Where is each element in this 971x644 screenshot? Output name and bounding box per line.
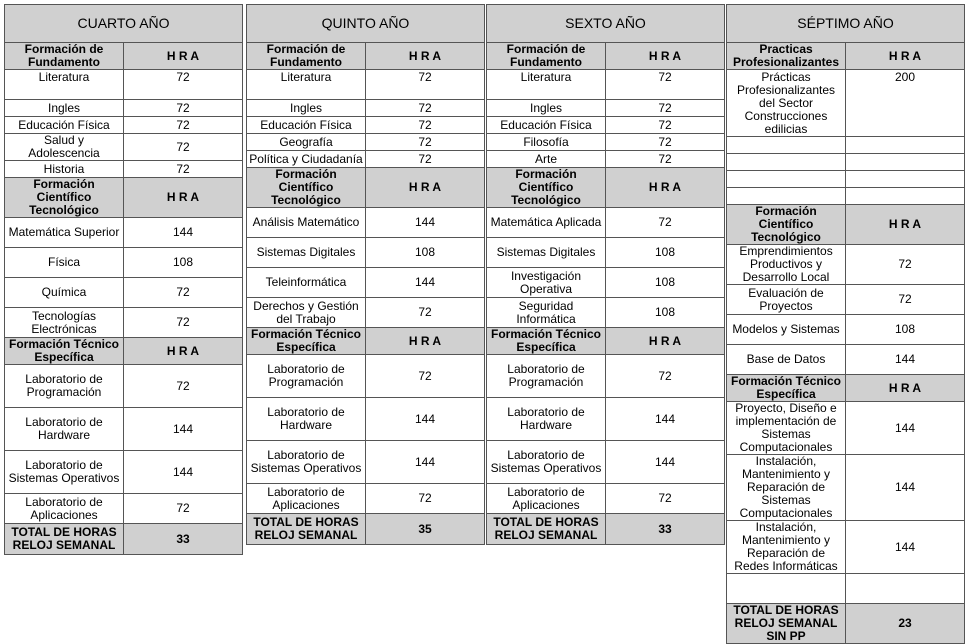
subject-hours: 72 <box>124 308 243 338</box>
subject-hours: 72 <box>606 134 725 151</box>
subject-name: Ingles <box>487 100 606 117</box>
table-row <box>727 171 965 188</box>
section-title: Formación de Fundamento <box>5 43 124 70</box>
table-row <box>247 441 485 484</box>
table-row <box>5 100 243 117</box>
table-row <box>5 524 243 555</box>
hra-header: H R A <box>606 168 725 208</box>
table-row <box>487 484 725 514</box>
table-row <box>5 408 243 451</box>
subject-name: Instalación, Mantenimiento y Reparación de Sistemas Computacionales <box>727 455 846 521</box>
hra-header: H R A <box>846 205 965 245</box>
hra-header: H R A <box>366 43 485 70</box>
table-row <box>5 451 243 494</box>
subject-name: Laboratorio de Sistemas Operativos <box>247 441 366 484</box>
subject-name: Derechos y Gestión del Trabajo <box>247 298 366 328</box>
subject-hours: 72 <box>124 100 243 117</box>
table-row <box>247 100 485 117</box>
subject-hours: 72 <box>846 245 965 285</box>
subject-name: Historia <box>5 161 124 178</box>
subject-hours: 144 <box>366 441 485 484</box>
table-row <box>5 365 243 408</box>
table-row <box>727 521 965 574</box>
subject-name: Laboratorio de Aplicaciones <box>5 494 124 524</box>
total-value: 35 <box>366 514 485 545</box>
subject-name: Evaluación de Proyectos <box>727 285 846 315</box>
subject-name: Laboratorio de Hardware <box>5 408 124 451</box>
subject-name: Laboratorio de Aplicaciones <box>487 484 606 514</box>
table-row <box>247 117 485 134</box>
subject-name: Sistemas Digitales <box>487 238 606 268</box>
subject-hours: 72 <box>366 484 485 514</box>
subject-name: Base de Datos <box>727 345 846 375</box>
table-row <box>727 5 965 43</box>
subject-hours: 72 <box>366 117 485 134</box>
table-row <box>5 161 243 178</box>
subject-hours: 144 <box>606 441 725 484</box>
hra-header: H R A <box>366 328 485 355</box>
subject-name: Literatura <box>487 70 606 100</box>
table-row <box>247 514 485 545</box>
subject-hours: 108 <box>606 298 725 328</box>
table-row <box>5 218 243 248</box>
table-row <box>727 137 965 154</box>
subject-hours: 72 <box>606 151 725 168</box>
table-row <box>727 43 965 70</box>
table-row <box>5 278 243 308</box>
year-table <box>4 4 243 555</box>
table-row <box>727 455 965 521</box>
table-row <box>247 328 485 355</box>
year-column <box>4 4 243 555</box>
section-title: Formación Técnico Específica <box>247 328 366 355</box>
year-column <box>726 4 965 644</box>
table-row <box>247 134 485 151</box>
subject-hours: 108 <box>606 238 725 268</box>
subject-hours: 72 <box>124 134 243 161</box>
subject-name: Filosofía <box>487 134 606 151</box>
table-row <box>727 574 965 604</box>
subject-name: Geografía <box>247 134 366 151</box>
subject-name: Matemática Aplicada <box>487 208 606 238</box>
year-table <box>246 4 485 545</box>
year-title: CUARTO AÑO <box>5 5 243 43</box>
subject-name: Prácticas Profesionalizantes del Sector Construcciones edilicias <box>727 70 846 137</box>
subject-hours: 72 <box>606 484 725 514</box>
subject-name: Investigación Operativa <box>487 268 606 298</box>
subject-hours: 108 <box>366 238 485 268</box>
subject-name: Física <box>5 248 124 278</box>
subject-hours: 72 <box>606 100 725 117</box>
section-title: Formación de Fundamento <box>487 43 606 70</box>
table-row <box>487 514 725 545</box>
subject-hours: 144 <box>124 408 243 451</box>
table-row <box>247 208 485 238</box>
table-row <box>487 268 725 298</box>
subject-name <box>727 137 846 154</box>
subject-hours: 108 <box>124 248 243 278</box>
hra-header: H R A <box>846 43 965 70</box>
table-row <box>727 245 965 285</box>
subject-name: Sistemas Digitales <box>247 238 366 268</box>
table-row <box>5 178 243 218</box>
table-row <box>487 168 725 208</box>
hra-header: H R A <box>124 43 243 70</box>
subject-hours: 72 <box>124 161 243 178</box>
year-table <box>486 4 725 545</box>
subject-name <box>727 171 846 188</box>
subject-hours: 144 <box>366 398 485 441</box>
table-row <box>727 402 965 455</box>
total-value: 33 <box>124 524 243 555</box>
hra-header: H R A <box>606 43 725 70</box>
subject-hours: 72 <box>124 365 243 408</box>
table-row <box>247 298 485 328</box>
subject-hours <box>846 171 965 188</box>
total-value: 33 <box>606 514 725 545</box>
subject-name: Seguridad Informática <box>487 298 606 328</box>
year-column <box>486 4 725 545</box>
table-row <box>487 43 725 70</box>
subject-hours: 108 <box>846 315 965 345</box>
subject-hours <box>846 188 965 205</box>
table-row <box>247 268 485 298</box>
table-row <box>5 134 243 161</box>
table-row <box>727 375 965 402</box>
subject-hours: 144 <box>124 218 243 248</box>
table-row <box>727 315 965 345</box>
table-row <box>247 398 485 441</box>
table-row <box>247 151 485 168</box>
subject-hours: 144 <box>606 398 725 441</box>
subject-hours: 72 <box>124 278 243 308</box>
table-row <box>727 154 965 171</box>
table-row <box>727 188 965 205</box>
subject-name: Literatura <box>247 70 366 100</box>
table-row <box>247 5 485 43</box>
subject-name: Emprendimientos Productivos y Desarrollo Local <box>727 245 846 285</box>
subject-hours: 200 <box>846 70 965 137</box>
hra-header: H R A <box>366 168 485 208</box>
subject-name: Laboratorio de Sistemas Operativos <box>487 441 606 484</box>
hra-header: H R A <box>606 328 725 355</box>
subject-name: Ingles <box>247 100 366 117</box>
total-value: 23 <box>846 604 965 644</box>
table-row <box>487 117 725 134</box>
subject-hours: 144 <box>846 455 965 521</box>
subject-name: Laboratorio de Aplicaciones <box>247 484 366 514</box>
subject-name: Educación Física <box>5 117 124 134</box>
subject-hours: 72 <box>366 100 485 117</box>
subject-name: Arte <box>487 151 606 168</box>
subject-name: Laboratorio de Hardware <box>487 398 606 441</box>
section-title: Formación Técnico Específica <box>727 375 846 402</box>
subject-name: Laboratorio de Sistemas Operativos <box>5 451 124 494</box>
section-title: Practicas Profesionalizantes <box>727 43 846 70</box>
section-title: Formación Científico Tecnológico <box>727 205 846 245</box>
hra-header: H R A <box>124 178 243 218</box>
year-table <box>726 4 965 644</box>
subject-hours: 108 <box>606 268 725 298</box>
subject-name: Teleinformática <box>247 268 366 298</box>
section-title: Formación Técnico Específica <box>5 338 124 365</box>
subject-hours <box>846 574 965 604</box>
table-row <box>487 100 725 117</box>
subject-hours: 144 <box>124 451 243 494</box>
table-row <box>5 117 243 134</box>
subject-name: Modelos y Sistemas <box>727 315 846 345</box>
subject-name: Instalación, Mantenimiento y Reparación de Redes Informáticas <box>727 521 846 574</box>
subject-name: Educación Física <box>487 117 606 134</box>
subject-hours: 144 <box>846 345 965 375</box>
subject-hours: 72 <box>124 117 243 134</box>
subject-name: Laboratorio de Hardware <box>247 398 366 441</box>
section-title: Formación Científico Tecnológico <box>487 168 606 208</box>
table-row <box>487 441 725 484</box>
subject-name: Laboratorio de Programación <box>5 365 124 408</box>
table-row <box>487 328 725 355</box>
subject-hours <box>846 137 965 154</box>
total-label: TOTAL DE HORAS RELOJ SEMANAL <box>487 514 606 545</box>
subject-hours: 72 <box>366 151 485 168</box>
total-label: TOTAL DE HORAS RELOJ SEMANAL <box>247 514 366 545</box>
table-row <box>247 238 485 268</box>
subject-name: Matemática Superior <box>5 218 124 248</box>
subject-name: Química <box>5 278 124 308</box>
total-label: TOTAL DE HORAS RELOJ SEMANAL SIN PP <box>727 604 846 644</box>
table-row <box>487 398 725 441</box>
table-row <box>727 604 965 644</box>
table-row <box>487 5 725 43</box>
subject-hours: 72 <box>366 298 485 328</box>
subject-hours: 144 <box>366 268 485 298</box>
table-row <box>247 168 485 208</box>
subject-name: Salud y Adolescencia <box>5 134 124 161</box>
table-row <box>247 355 485 398</box>
table-row <box>247 70 485 100</box>
subject-hours: 72 <box>124 70 243 100</box>
table-row <box>727 345 965 375</box>
subject-name <box>727 188 846 205</box>
table-row <box>5 338 243 365</box>
subject-hours: 72 <box>606 70 725 100</box>
subject-hours: 72 <box>366 134 485 151</box>
subject-name <box>727 574 846 604</box>
total-label: TOTAL DE HORAS RELOJ SEMANAL <box>5 524 124 555</box>
table-row <box>727 205 965 245</box>
subject-name: Tecnologías Electrónicas <box>5 308 124 338</box>
table-row <box>5 308 243 338</box>
hra-header: H R A <box>124 338 243 365</box>
subject-hours: 72 <box>606 355 725 398</box>
subject-hours <box>846 154 965 171</box>
table-row <box>487 151 725 168</box>
subject-hours: 72 <box>366 70 485 100</box>
table-row <box>5 5 243 43</box>
table-row <box>247 43 485 70</box>
subject-hours: 72 <box>124 494 243 524</box>
table-row <box>487 298 725 328</box>
year-title: SEXTO AÑO <box>487 5 725 43</box>
table-row <box>487 70 725 100</box>
hra-header: H R A <box>846 375 965 402</box>
table-row <box>5 70 243 100</box>
table-row <box>487 355 725 398</box>
subject-name: Laboratorio de Programación <box>487 355 606 398</box>
subject-hours: 144 <box>846 402 965 455</box>
subject-name: Proyecto, Diseño e implementación de Sistemas Computacionales <box>727 402 846 455</box>
subject-name: Laboratorio de Programación <box>247 355 366 398</box>
subject-hours: 72 <box>846 285 965 315</box>
table-row <box>5 43 243 70</box>
subject-name <box>727 154 846 171</box>
table-row <box>487 238 725 268</box>
section-title: Formación Científico Tecnológico <box>5 178 124 218</box>
subject-name: Ingles <box>5 100 124 117</box>
subject-hours: 72 <box>606 117 725 134</box>
section-title: Formación Científico Tecnológico <box>247 168 366 208</box>
subject-name: Análisis Matemático <box>247 208 366 238</box>
section-title: Formación Técnico Específica <box>487 328 606 355</box>
table-row <box>727 70 965 137</box>
year-title: QUINTO AÑO <box>247 5 485 43</box>
subject-hours: 72 <box>606 208 725 238</box>
table-row <box>247 484 485 514</box>
subject-hours: 144 <box>846 521 965 574</box>
table-row <box>727 285 965 315</box>
subject-hours: 72 <box>366 355 485 398</box>
table-row <box>5 248 243 278</box>
year-title: SÉPTIMO AÑO <box>727 5 965 43</box>
year-column <box>246 4 485 545</box>
subject-name: Educación Física <box>247 117 366 134</box>
table-row <box>5 494 243 524</box>
table-row <box>487 208 725 238</box>
section-title: Formación de Fundamento <box>247 43 366 70</box>
subject-hours: 144 <box>366 208 485 238</box>
subject-name: Política y Ciudadanía <box>247 151 366 168</box>
subject-name: Literatura <box>5 70 124 100</box>
table-row <box>487 134 725 151</box>
